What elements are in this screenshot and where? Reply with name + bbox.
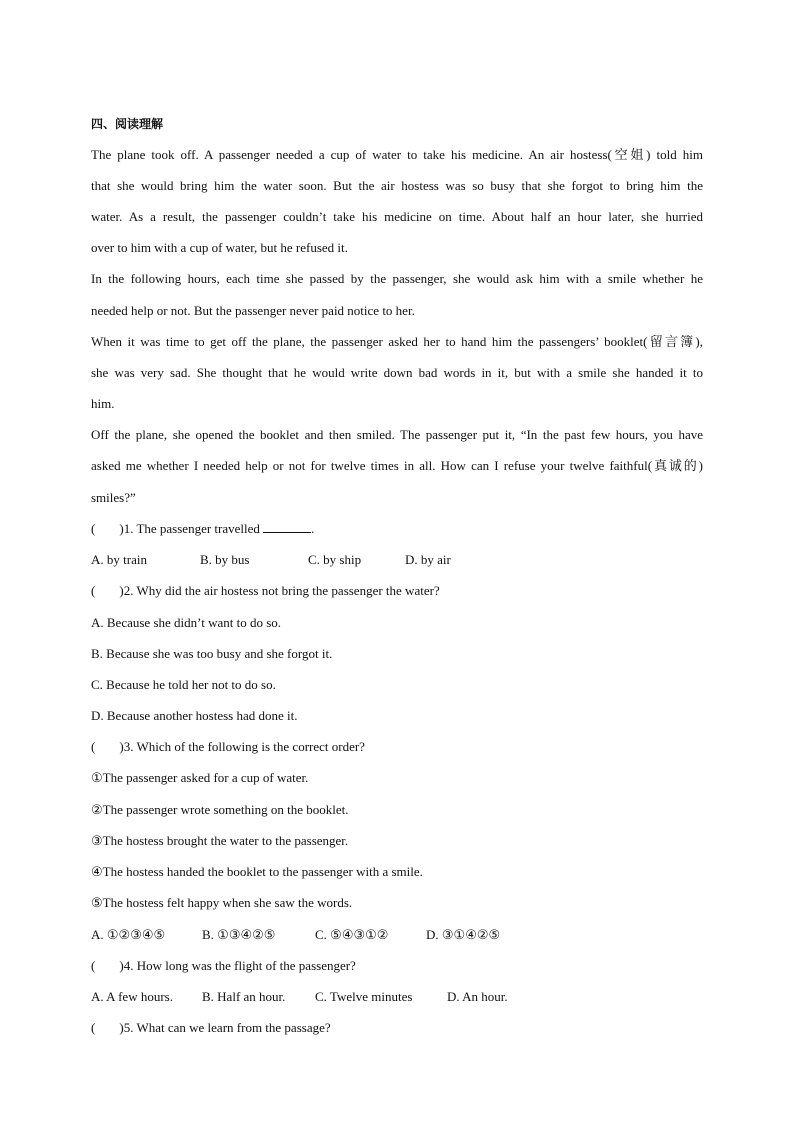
question-1-period: . xyxy=(311,521,315,536)
answer-paren-close: ) xyxy=(119,1020,124,1035)
question-3 xyxy=(91,739,365,755)
passage-p4-line-3: smiles?” xyxy=(91,490,136,505)
q1-option-a[interactable]: A. by train xyxy=(91,552,147,567)
answer-paren-close: ) xyxy=(119,583,124,598)
answer-paren-open: ( xyxy=(91,583,96,598)
q3-event-5: ⑤The hostess felt happy when she saw the words. xyxy=(91,895,353,910)
q3-option-a[interactable]: A. ①②③④⑤ xyxy=(91,927,166,942)
question-4-text: 4. How long was the flight of the passenger? xyxy=(123,958,356,973)
answer-paren-open: ( xyxy=(91,521,96,536)
passage-p2-line-2: needed help or not. But the passenger never paid notice to her. xyxy=(91,303,415,318)
q3-event-1: ①The passenger asked for a cup of water. xyxy=(91,770,309,785)
q3-option-b[interactable]: B. ①③④②⑤ xyxy=(202,927,276,942)
passage-p3-line-1: When it was time to get off the plane, the passenger asked her to hand him the passengers’ booklet(留言簿), xyxy=(91,334,703,349)
q4-option-a[interactable]: A. A few hours. xyxy=(91,989,173,1004)
answer-paren-close: ) xyxy=(119,739,124,754)
q3-event-4: ④The hostess handed the booklet to the passenger with a smile. xyxy=(91,864,423,879)
q3-option-d[interactable]: D. ③①④②⑤ xyxy=(426,927,501,942)
question-3-text: 3. Which of the following is the correct order? xyxy=(123,739,365,754)
q2-option-c[interactable]: C. Because he told her not to do so. xyxy=(91,677,276,692)
q1-option-c[interactable]: C. by ship xyxy=(308,552,362,567)
passage-p3-line-2: she was very sad. She thought that he would write down bad words in it, but with a smile she handed it to xyxy=(91,365,703,380)
passage-p3-line-3: him. xyxy=(91,396,115,411)
answer-paren-open: ( xyxy=(91,958,96,973)
passage-p4-line-2: asked me whether I needed help or not for twelve times in all. How can I refuse your twelve faithful(真诚的) xyxy=(91,458,703,473)
answer-paren-close: ) xyxy=(119,521,124,536)
q1-option-d[interactable]: D. by air xyxy=(405,552,451,567)
question-4 xyxy=(91,958,356,974)
q3-event-2: ②The passenger wrote something on the booklet. xyxy=(91,802,349,817)
question-2-text: 2. Why did the air hostess not bring the passenger the water? xyxy=(123,583,440,598)
fill-in-blank[interactable] xyxy=(263,521,311,533)
passage-p1-line-2: that she would bring him the water soon. But the air hostess was so busy that she forgot to bring him the xyxy=(91,178,703,193)
q2-option-b[interactable]: B. Because she was too busy and she forgot it. xyxy=(91,646,333,661)
q4-option-b[interactable]: B. Half an hour. xyxy=(202,989,286,1004)
q3-option-c[interactable]: C. ⑤④③①② xyxy=(315,927,389,942)
answer-paren-open: ( xyxy=(91,739,96,754)
passage-p2-line-1: In the following hours, each time she passed by the passenger, she would ask him with a smile whether he xyxy=(91,271,703,286)
q3-event-3: ③The hostess brought the water to the passenger. xyxy=(91,833,349,848)
q1-option-b[interactable]: B. by bus xyxy=(200,552,250,567)
q2-option-a[interactable]: A. Because she didn’t want to do so. xyxy=(91,615,282,630)
question-5-text: 5. What can we learn from the passage? xyxy=(123,1020,331,1035)
passage-p4-line-1: Off the plane, she opened the booklet and then smiled. The passenger put it, “In the past few hours, you have xyxy=(91,427,703,442)
question-1 xyxy=(91,521,314,537)
question-5 xyxy=(91,1020,331,1036)
passage-p1-line-3: water. As a result, the passenger couldn’t take his medicine on time. About half an hour later, she hurried xyxy=(91,209,703,224)
q2-option-d[interactable]: D. Because another hostess had done it. xyxy=(91,708,298,723)
q4-option-d[interactable]: D. An hour. xyxy=(447,989,508,1004)
q4-option-c[interactable]: C. Twelve minutes xyxy=(315,989,413,1004)
question-1-text: 1. The passenger travelled xyxy=(123,521,260,536)
answer-paren-close: ) xyxy=(119,958,124,973)
passage-p1-line-1: The plane took off. A passenger needed a cup of water to take his medicine. An air hostess(空姐) told him xyxy=(91,147,703,162)
passage-p1-line-4: over to him with a cup of water, but he refused it. xyxy=(91,240,348,255)
question-2 xyxy=(91,583,440,599)
section-heading: 四、阅读理解 xyxy=(91,117,164,131)
answer-paren-open: ( xyxy=(91,1020,96,1035)
